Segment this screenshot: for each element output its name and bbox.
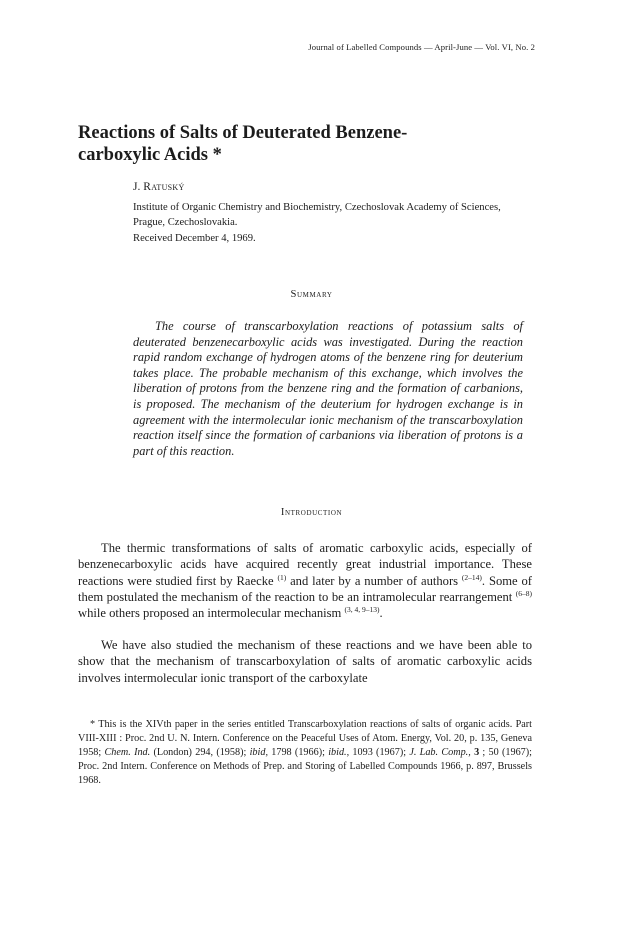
summary-text: The course of transcarboxylation reactions of potassium salts of deuterated benzenecarboxylic acids was investigated. During the reaction rapid random exchange of hydrogen atoms of the benzene ring for deuterium takes place. The probable mechanism of this exchange, which involves the liberation of protons from the benzene ring and the formation of carbanions, is proposed. The mechanism of the deuterium for hydrogen exchange is in agreement with the intermolecular ionic mechanism of the transcarboxylation reaction itself since the formation of carbanions via liberation of protons is a part of this reaction.: [133, 319, 523, 458]
p1-text-b: and later by a number of authors: [286, 573, 462, 588]
footnote-text: * This is the XIVth paper in the series entitled Transcarboxylation reactions of salts of organic acids. Part VIII-XIII : Proc. 2nd U. N. Intern. Conference on the Peaceful Uses of Atom. Energy, Vol. 20, p. 135, Geneva 1958;: [78, 719, 532, 758]
received-date: Received December 4, 1969.: [133, 233, 256, 244]
p1-text-a: The thermic transformations of salts of aromatic carboxylic acids, especially of benzenecarboxylic acids have acquired recently great industrial importance. These reactions were studied first by Raecke: [78, 541, 532, 588]
volume-number: 3: [474, 746, 480, 758]
citation-ref: (3, 4, 9–13): [344, 605, 380, 615]
footnote-text: 1093 (1967);: [349, 746, 410, 758]
article-title: [78, 122, 518, 166]
journal-name: Chem. Ind.: [104, 746, 151, 758]
introduction-paragraph-2: We have also studied the mechanism of these reactions and we have been able to show that the mechanism of transcarboxylation of salts of aromatic carboxylic acids involves intermolecular ionic transport of the carboxylate: [78, 638, 532, 685]
footnote-text: 1798 (1966);: [268, 746, 329, 758]
footnote-text: ; 50 (1967); Proc. 2nd Intern. Conference on Methods of Prep. and Storing of Labelled Compounds 1966, p. 897, Brussels 1968.: [78, 746, 532, 786]
footnote: [78, 718, 532, 788]
author-name: [133, 181, 185, 193]
introduction-paragraph-1: [78, 540, 532, 621]
introduction-heading: Introduction: [280, 507, 343, 518]
citation-ref: (2–14): [461, 572, 482, 582]
journal-name: J. Lab. Comp.,: [409, 746, 471, 758]
author-surname: Ratuský: [143, 181, 185, 193]
running-head: Journal of Labelled Compounds — April-June — Vol. VI, No. 2: [308, 42, 535, 52]
author-affiliation: Institute of Organic Chemistry and Biochemistry, Czechoslovak Academy of Sciences, Prague, Czechoslovakia.: [133, 202, 501, 228]
citation-ref: (1): [277, 572, 287, 582]
title-line-2: carboxylic Acids *: [78, 145, 222, 165]
p1-text-c: . Some of them postulated the mechanism of the reaction to be an intramolecular rearrangement: [78, 573, 532, 604]
title-line-1: Reactions of Salts of Deuterated Benzene-: [78, 123, 408, 143]
footnote-text: (London) 294, (1958);: [150, 746, 250, 758]
summary-heading: Summary: [290, 289, 333, 300]
author-initial: J.: [133, 181, 141, 193]
p1-text-e: .: [379, 606, 383, 621]
p1-text-d: while others proposed an intermolecular mechanism: [78, 606, 345, 621]
journal-name: ibid.,: [328, 746, 350, 758]
journal-name: ibid,: [249, 746, 268, 758]
citation-ref: (6–8): [515, 588, 532, 598]
